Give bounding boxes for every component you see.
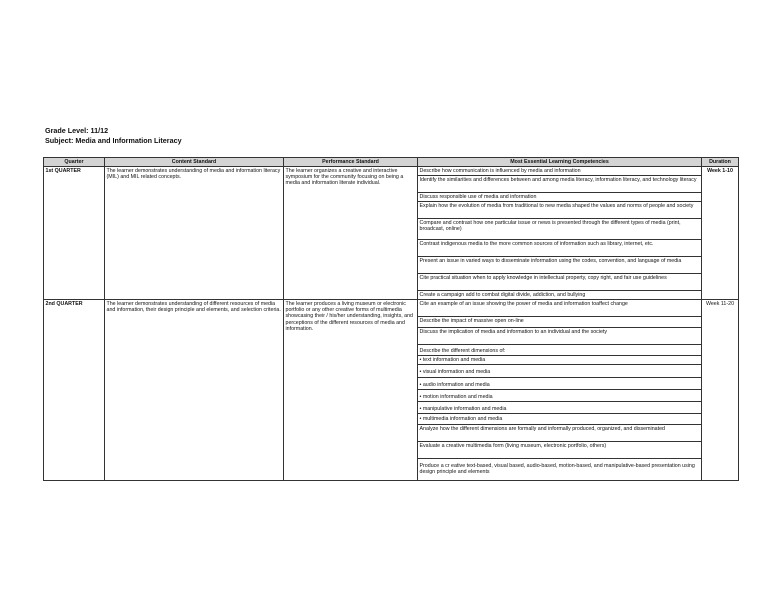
competency-cell: Cite practical situation when to apply knowledge in intellectual property, copy right, and fair use guidelines [418,274,702,291]
table-row [44,300,739,317]
competency-cell: Compare and contrast how one particular issue or news is presented through the different types of media (print, broadcast, online) [418,219,702,240]
table-header-row [44,158,739,167]
col-competencies: Most Essential Learning Competencies [418,158,702,167]
competency-cell: Evaluate a creative multimedia form (living museum, electronic portfolio, others) [418,441,702,458]
competency-cell: Explain how the evolution of media from traditional to new media shaped the values and norms of people and society [418,202,702,219]
quarter-cell: 2nd QUARTER [44,300,105,481]
dimension-item: • visual information and media [418,365,702,377]
subject: Subject: Media and Information Literacy [45,135,182,145]
competency-cell: Discuss responsible use of media and information [418,193,702,202]
table-row [44,167,739,176]
col-quarter: Quarter [44,158,105,167]
quarter-cell: 1st QUARTER [44,167,105,300]
dimension-item: • audio information and media [418,377,702,389]
duration-cell: Week 1-10 [702,167,739,300]
dimension-item: • manipulative information and media [418,401,702,413]
dimension-item: • multimedia information and media [418,413,702,424]
col-performance-standard: Performance Standard [284,158,418,167]
col-content-standard: Content Standard [105,158,284,167]
performance-standard-cell: The learner produces a living museum or electronic portfolio or any other creative forms of multimedia showcasing their / his/her understanding, insights, and perceptions of the different resources of media and information. [284,300,418,481]
curriculum-table [43,157,739,481]
competency-cell: Present an issue in varied ways to disseminate information using the codes, convention, and language of media [418,257,702,274]
performance-standard-cell: The learner organizes a creative and interactive symposium for the community focusing on being a media and information literate individual. [284,167,418,300]
competency-cell: Describe how communication is influenced by media and information [418,167,702,176]
content-standard-cell: The learner demonstrates understanding of different resources of media and information, their design principle and elements, and selection criteria. [105,300,284,481]
competency-cell: Identify the similarities and differences between and among media literacy, information literacy, and technology literacy [418,176,702,193]
competency-cell: Contrast indigenous media to the more common sources of information such as library, internet, etc. [418,240,702,257]
competency-cell: Cite an example of an issue showing the power of media and information toaffect change [418,300,702,317]
competency-cell: Analyze how the different dimensions are formally and informally produced, organized, and disseminated [418,424,702,441]
grade-level: Grade Level: 11/12 [45,126,109,135]
competency-cell: Describe the impact of massive open on-line [418,317,702,328]
dimension-item: • motion information and media [418,389,702,401]
dimensions-intro: Describe the different dimensions of: [418,345,702,356]
content-standard-cell: The learner demonstrates understanding of media and information literacy (MIL) and MIL related concepts. [105,167,284,300]
competency-cell: Produce a cr eative text-based, visual based, audio-based, motion-based, and manipulative-based presentation using design principle and elements [418,458,702,480]
duration-cell: Week 11-20 [702,300,739,481]
document-header [45,126,182,145]
competency-cell: Discuss the implication of media and information to an individual and the society [418,328,702,345]
dimension-item: • text information and media [418,356,702,365]
col-duration: Duration [702,158,739,167]
competency-cell: Create a campaign add to combat digital divide, addiction, and bullying [418,291,702,300]
